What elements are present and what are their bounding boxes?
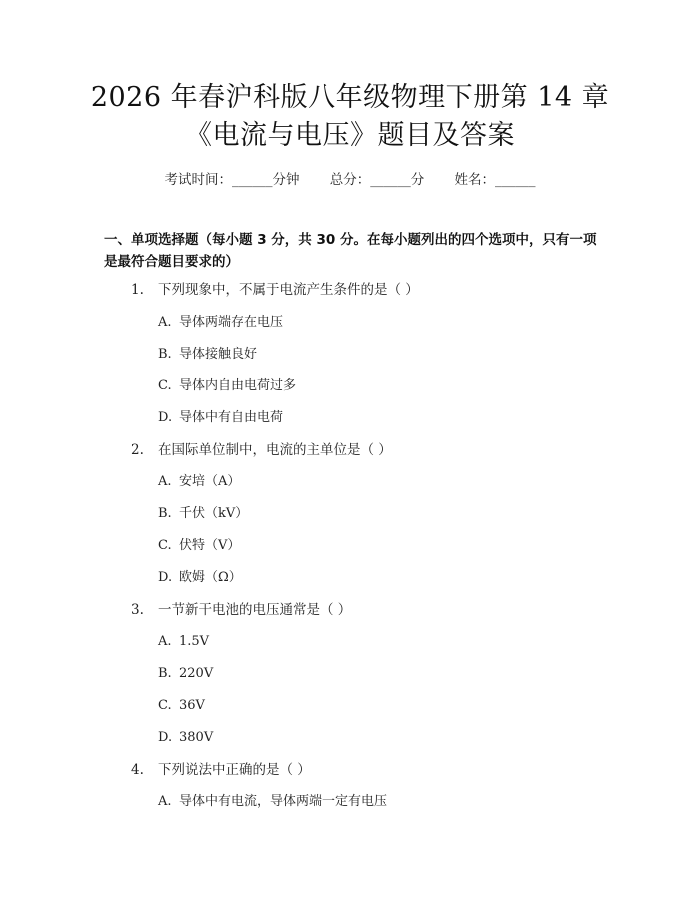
question-3-option-a [158,633,209,651]
question-text: 在国际单位制中，电流的主单位是（ ） [158,442,392,458]
option-text: 安培（A） [179,474,241,489]
option-text: 欧姆（Ω） [179,570,242,585]
question-1-option-a [158,314,283,332]
student-name [455,172,536,188]
section-heading [104,229,604,273]
question-4 [131,761,311,779]
option-letter: B. [158,506,172,521]
section-heading-line2: 是最符合题目要求的） [104,254,239,270]
option-letter: C. [158,378,172,393]
question-2-option-c [158,537,240,555]
total-score-label: 总分： [329,172,371,188]
question-text: 下列现象中，不属于电流产生条件的是（ ） [158,282,419,298]
question-number: 1. [131,282,144,298]
exam-time-unit: 分钟 [272,172,300,188]
exam-time-label: 考试时间： [164,172,232,188]
question-1 [131,281,419,299]
option-text: 导体中有电流，导体两端一定有电压 [179,794,388,809]
question-1-option-d [158,409,283,427]
question-2-option-b [158,505,248,523]
total-score-blank: ______ [370,172,411,188]
option-text: 导体接触良好 [179,347,258,362]
option-text: 36V [179,698,205,713]
question-3-option-c [158,697,205,715]
option-letter: A. [158,474,172,489]
option-text: 千伏（kV） [179,506,249,521]
total-score [330,172,425,188]
question-2 [131,441,392,459]
question-4-option-a [158,793,387,811]
exam-time-blank: ______ [231,172,273,188]
student-name-blank: ______ [495,172,536,188]
option-letter: C. [158,538,172,553]
question-number: 2. [131,442,144,458]
option-letter: A. [158,794,172,809]
question-3-option-b [158,665,213,683]
option-letter: D. [158,570,173,585]
option-text: 1.5V [179,634,210,649]
exam-meta [0,168,700,188]
student-name-label: 姓名： [454,172,496,188]
option-letter: B. [158,347,172,362]
option-letter: A. [158,634,172,649]
document-title-line2: 《电流与电压》题目及答案 [185,120,515,151]
question-1-option-c [158,377,296,395]
question-number: 4. [131,762,144,778]
question-3-option-d [158,729,213,747]
option-text: 导体两端存在电压 [179,315,284,330]
exam-time [164,172,299,188]
option-letter: D. [158,730,173,745]
question-3 [131,601,351,619]
option-text: 导体内自由电荷过多 [179,378,297,393]
question-2-option-a [158,473,240,491]
question-2-option-d [158,569,242,587]
option-text: 伏特（V） [179,538,241,553]
option-letter: D. [158,410,173,425]
question-text: 一节新干电池的电压通常是（ ） [158,602,352,618]
option-letter: A. [158,315,172,330]
option-letter: B. [158,666,172,681]
section-heading-line1: 一、单项选择题（每小题 3 分，共 30 分。在每小题列出的四个选项中，只有一项 [104,232,597,248]
option-letter: C. [158,698,172,713]
total-score-unit: 分 [410,172,425,188]
option-text: 380V [179,730,214,745]
document-title-line1: 2026 年春沪科版八年级物理下册第 14 章 [90,82,610,113]
question-text: 下列说法中正确的是（ ） [158,762,311,778]
question-1-option-b [158,346,257,364]
option-text: 220V [179,666,214,681]
question-number: 3. [131,602,144,618]
option-text: 导体中有自由电荷 [179,410,284,425]
